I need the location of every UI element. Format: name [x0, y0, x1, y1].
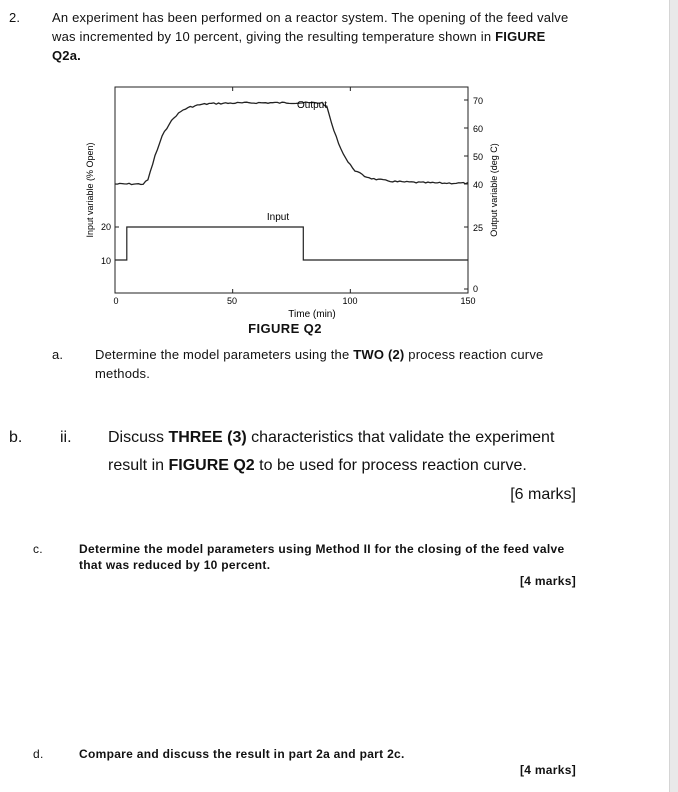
right-tick-label: 60 — [473, 124, 484, 134]
right-tick-label: 50 — [473, 152, 484, 162]
output-series-label: Output — [296, 100, 328, 111]
x-tick-label: 100 — [342, 296, 358, 306]
x-tick-label: 0 — [113, 296, 119, 306]
part-b-figure-ref: FIGURE Q2 — [168, 457, 255, 474]
part-d-marks: [4 marks] — [519, 763, 576, 777]
part-d-text-3: . — [401, 747, 405, 761]
right-tick-label: 0 — [473, 284, 479, 294]
right-axis-title: Output variable (deg C) — [489, 143, 499, 237]
right-tick-label: 25 — [473, 223, 484, 233]
part-d-text — [79, 746, 559, 762]
part-a-text-1: Determine the model parameters using the — [95, 347, 354, 362]
right-tick-label: 40 — [473, 180, 484, 190]
question-number: 2. — [9, 10, 21, 25]
part-d-ref-c: part 2c — [359, 747, 402, 761]
part-b-text-2: characteristics that validate the experiment result in — [108, 429, 555, 474]
part-d-text-1: Compare and discuss the result in — [79, 747, 289, 761]
part-b-label: b. — [9, 429, 23, 446]
chart-ticks — [115, 87, 468, 293]
question-intro-text: An experiment has been performed on a reactor system. The opening of the feed valve was incremented by 10 percent, giving the resulting temperature shown in — [52, 10, 569, 44]
part-c-marks: [4 marks] — [519, 574, 576, 588]
part-b-marks: [6 marks] — [510, 486, 576, 503]
part-d-text-2: and — [330, 747, 360, 761]
x-tick-label: 50 — [226, 296, 238, 306]
input-series-label: Input — [266, 212, 290, 223]
left-tick-label: 20 — [100, 222, 111, 232]
input-series-line — [115, 227, 468, 260]
part-b-sub-label: ii. — [60, 429, 72, 446]
part-a-text-2: process reaction curve methods. — [95, 347, 544, 381]
right-tick-label: 70 — [473, 96, 484, 106]
part-b-text-3: to be used for process reaction curve. — [254, 457, 527, 474]
part-a-label: a. — [52, 347, 64, 362]
question-intro-figure-ref: FIGURE Q2a. — [52, 29, 546, 63]
part-b-count: THREE (3) — [168, 429, 247, 446]
part-c-text: Determine the model parameters using Method II for the closing of the feed valve that was reduced by 10 percent. — [79, 542, 565, 572]
part-b-text — [108, 424, 580, 480]
x-tick-label: 150 — [460, 296, 476, 306]
part-d-ref-a: part 2a — [288, 747, 331, 761]
left-tick-label: 10 — [100, 256, 111, 266]
figure-caption: FIGURE Q2 — [248, 321, 322, 336]
part-c-label: c. — [33, 542, 43, 556]
part-b-text-1: Discuss — [108, 429, 169, 446]
part-d-label: d. — [33, 747, 44, 761]
x-axis-title: Time (min) — [288, 309, 336, 320]
part-a-count: TWO (2) — [353, 347, 405, 362]
output-series-line — [115, 102, 468, 185]
figure-q2-chart — [0, 0, 678, 345]
part-a-text — [95, 345, 565, 383]
left-axis-title: Input variable (% Open) — [85, 142, 95, 238]
plot-frame — [115, 87, 468, 293]
